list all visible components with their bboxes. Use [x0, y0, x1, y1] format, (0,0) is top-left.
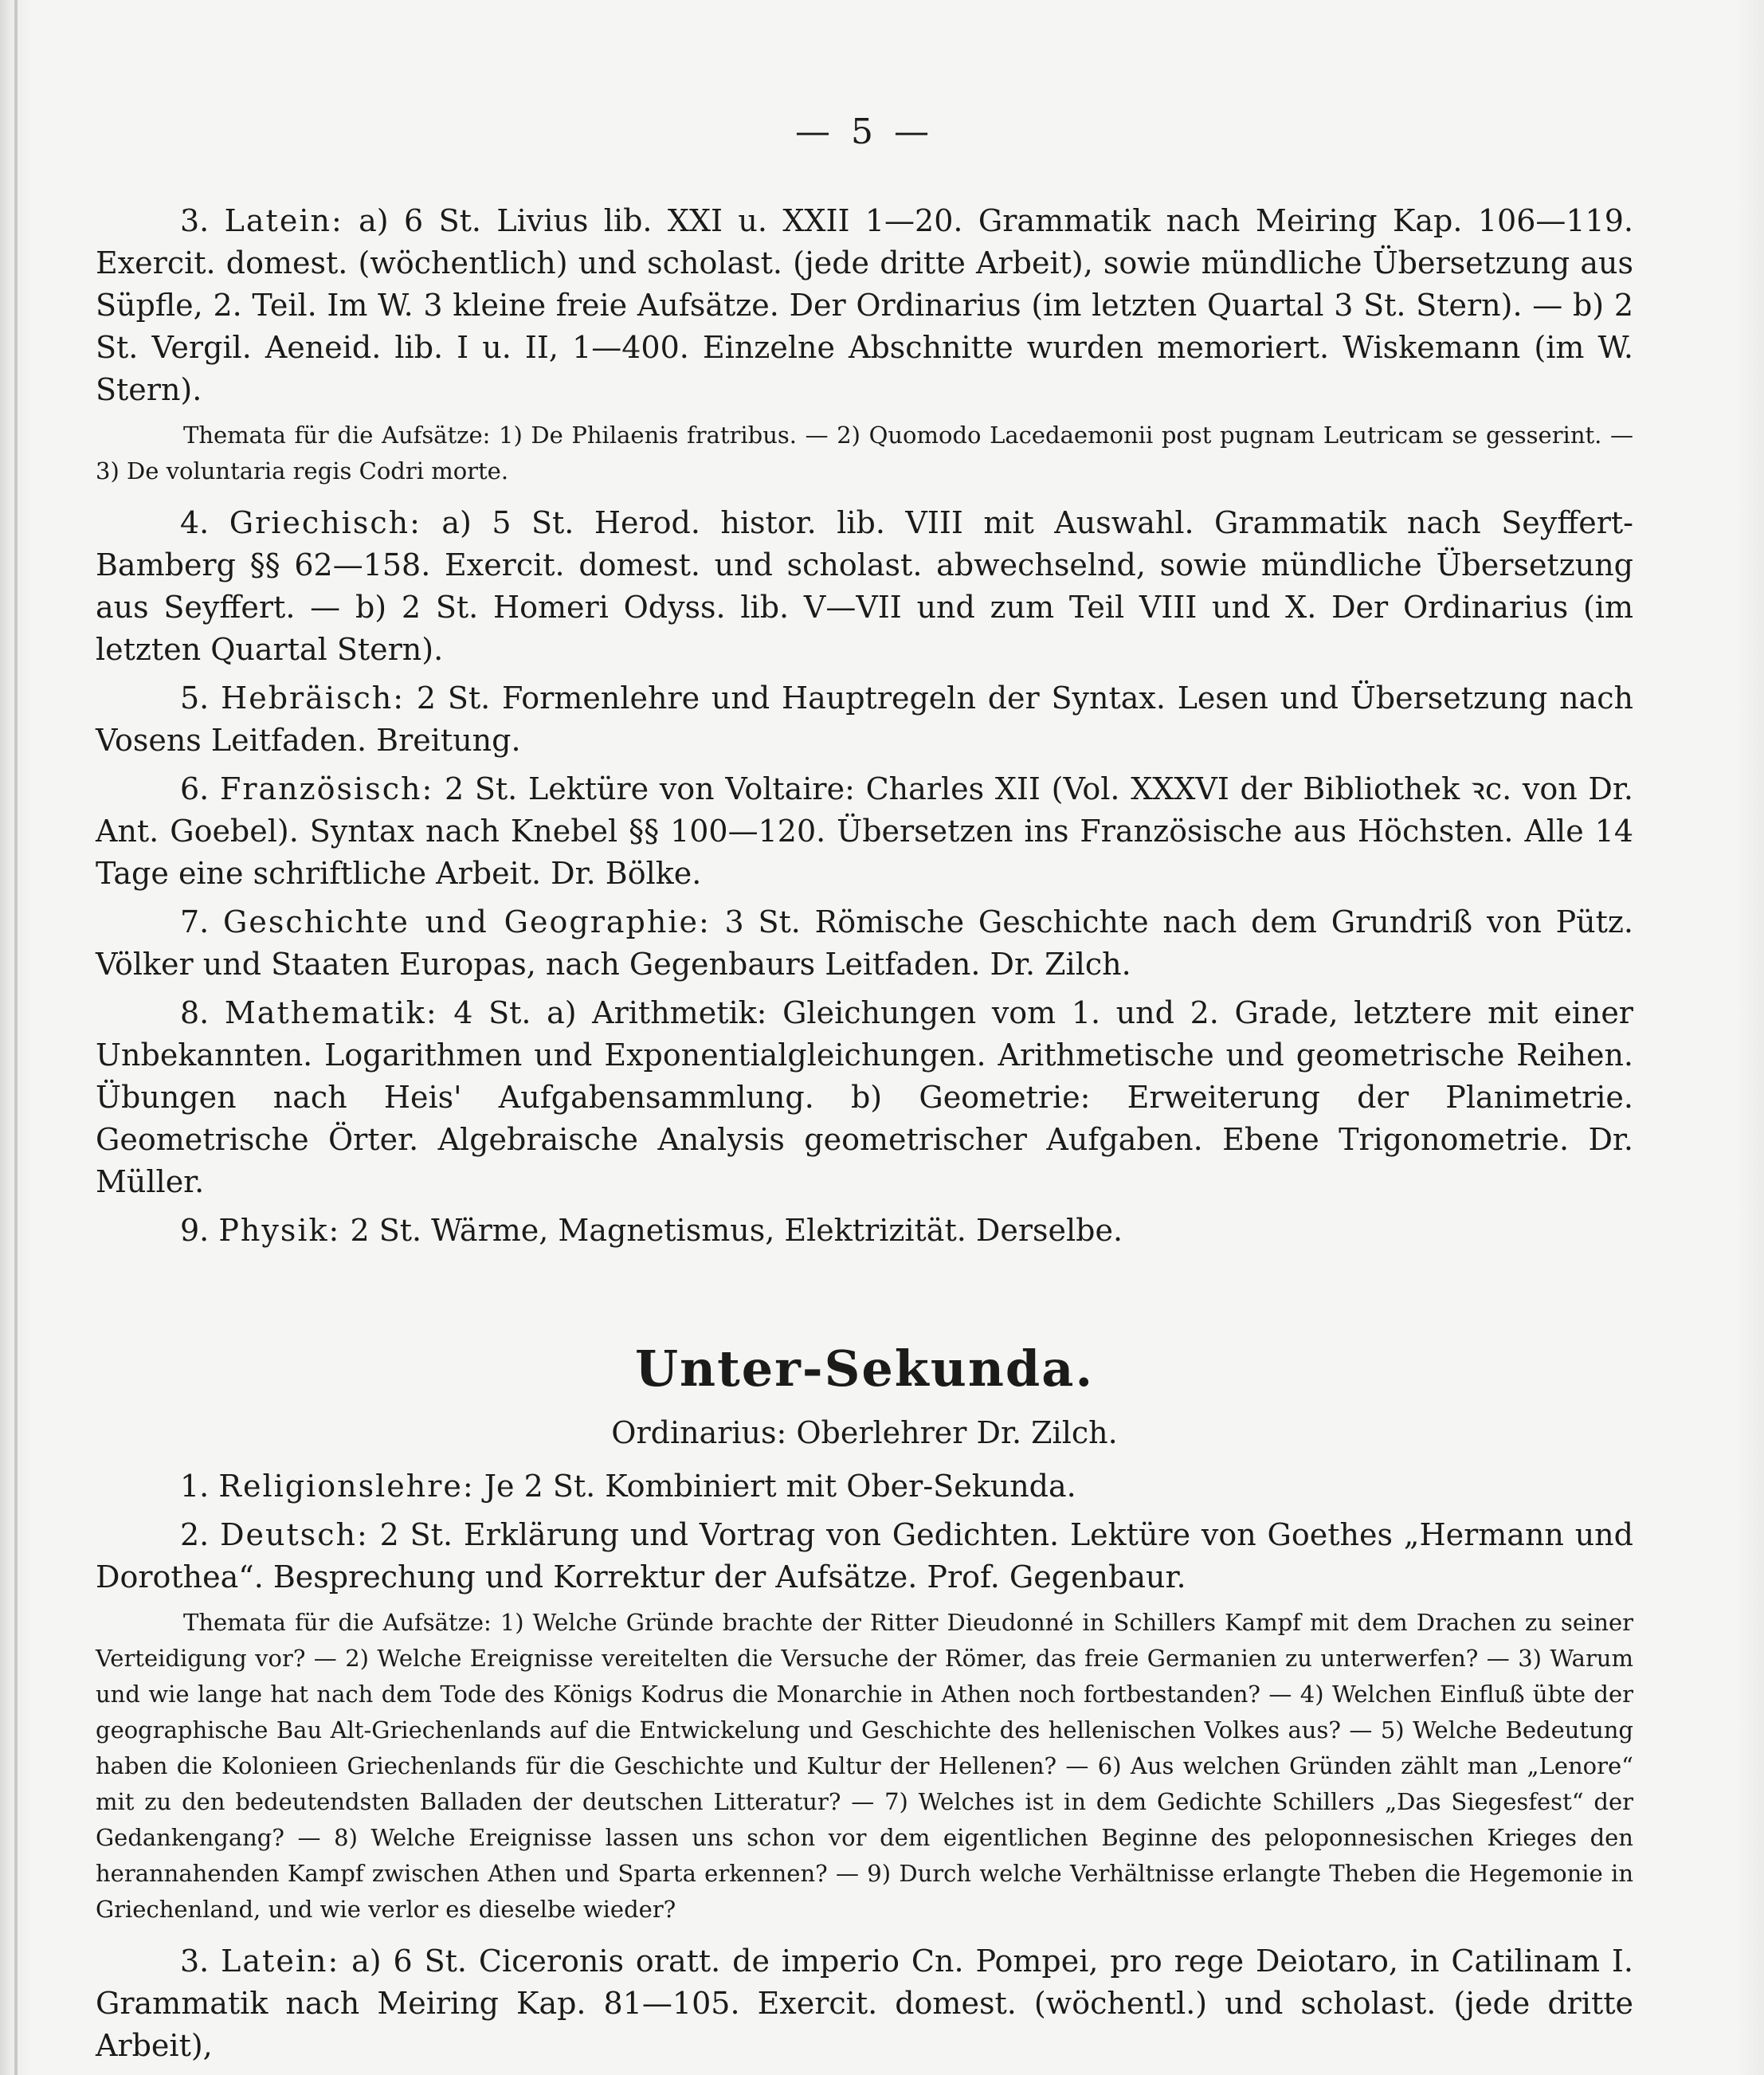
list-item	[96, 502, 1633, 671]
essay-topics-note: Themata für die Aufsätze: 1) Welche Gründe brachte der Ritter Dieudonné in Schillers Kampf mit dem Drachen zu seiner Verteidigung vor? — 2) Welche Ereignisse vereitelten die Versuche der Römer, das freie Germanien zu unterwerfen? — 3) Warum und wie lange hat nach dem Tode des Königs Kodrus die Monarchie in Athen noch fortbestanden? — 4) Welchen Einfluß übte der geographische Bau Alt-Griechenlands auf die Entwickelung und Geschichte des hellenischen Volkes aus? — 5) Welche Bedeutung haben die Kolonieen Griechenlands für die Geschichte und Kultur der Hellenen? — 6) Aus welchen Gründen zählt man „Lenore“ mit zu den bedeutendsten Balladen der deutschen Litteratur? — 7) Welches ist in dem Gedichte Schillers „Das Siegesfest“ der Gedankengang? — 8) Welche Ereignisse lassen uns schon vor dem eigentlichen Beginne des peloponnesischen Krieges den herannahenden Kampf zwischen Athen und Sparta erkennen? — 9) Durch welche Verhältnisse erlangte Theben die Hegemonie in Griechenland, und wie verlor es dieselbe wieder?	[96, 1609, 1633, 1923]
item-number: 7.	[180, 904, 210, 939]
section-ordinarius: Ordinarius: Oberlehrer Dr. Zilch.	[611, 1415, 1118, 1450]
item-subject: Latein:	[221, 1944, 340, 1979]
item-number: 6.	[180, 771, 210, 806]
item-number: 3.	[180, 203, 210, 238]
item-number: 5.	[180, 681, 210, 716]
list-item	[96, 992, 1633, 1203]
item-subject: Mathematik:	[224, 995, 438, 1030]
list-item	[96, 901, 1633, 986]
item-number: 8.	[180, 995, 210, 1030]
page-number: — 5 —	[795, 112, 934, 152]
item-subject: Latein:	[224, 203, 343, 238]
item-text: 2 St. Wärme, Magnetismus, Elektrizität. Derselbe.	[350, 1213, 1123, 1248]
item-subject: Physik:	[218, 1213, 341, 1248]
essay-topics-note: Themata für die Aufsätze: 1) De Philaenis fratribus. — 2) Quomodo Lacedaemonii post pugnam Leutricam se gesserint. — 3) De voluntaria regis Codri morte.	[96, 422, 1633, 484]
list-item	[96, 200, 1633, 411]
item-subject: Hebräisch:	[221, 681, 406, 716]
item-subject: Religionslehre:	[218, 1469, 475, 1504]
item-text: a) 6 St. Ciceronis oratt. de imperio Cn. Pompei, pro rege Deiotaro, in Catilinam I. Grammatik nach Meiring Kap. 81—105. Exercit. domest. (wöchentl.) und scholast. (jede dritte Arbeit),	[96, 1944, 1633, 2063]
item-subject: Französisch:	[219, 771, 434, 806]
item-text: 3 St. Römische Geschichte nach dem Grundriß von Pütz. Völker und Staaten Europas, nach Gegenbaurs Leitfaden. Dr. Zilch.	[96, 904, 1633, 982]
item-text: 2 St. Erklärung und Vortrag von Gedichten. Lektüre von Goethes „Hermann und Dorothea“. Besprechung und Korrektur der Aufsätze. Prof. Gegenbaur.	[96, 1517, 1633, 1594]
item-text: 2 St. Lektüre von Voltaire: Charles XII (Vol. XXXVI der Bibliothek ꝛc. von Dr. Ant. Goebel). Syntax nach Knebel §§ 100—120. Übersetzen ins Französische aus Höchsten. Alle 14 Tage eine schriftliche Arbeit. Dr. Bölke.	[96, 771, 1633, 891]
text-block	[96, 112, 1633, 2073]
item-number: 9.	[180, 1213, 210, 1248]
page-spine-shadow	[14, 0, 18, 2075]
list-item	[96, 768, 1633, 895]
list-item	[96, 1940, 1633, 2067]
item-number: 2.	[180, 1517, 210, 1552]
list-item	[96, 1465, 1633, 1508]
item-subject: Deutsch:	[220, 1517, 369, 1552]
list-item	[96, 677, 1633, 762]
list-item	[96, 1210, 1633, 1252]
item-number: 1.	[180, 1469, 210, 1504]
item-subject: Griechisch:	[229, 505, 421, 540]
item-number: 3.	[180, 1944, 210, 1979]
item-text: Je 2 St. Kombiniert mit Ober-Sekunda.	[484, 1469, 1076, 1504]
list-item	[96, 1514, 1633, 1598]
item-subject: Geschichte und Geographie:	[223, 904, 711, 939]
item-text: a) 6 St. Livius lib. XXI u. XXII 1—20. Grammatik nach Meiring Kap. 106—119. Exercit. domest. (wöchentlich) und scholast. (jede dritte Arbeit), sowie mündliche Übersetzung aus Süpfle, 2. Teil. Im W. 3 kleine freie Aufsätze. Der Ordinarius (im letzten Quartal 3 St. Stern). — b) 2 St. Vergil. Aeneid. lib. I u. II, 1—400. Einzelne Abschnitte wurden memoriert. Wiskemann (im W. Stern).	[96, 203, 1633, 407]
item-number: 4.	[180, 505, 210, 540]
item-text: 2 St. Formenlehre und Hauptregeln der Syntax. Lesen und Übersetzung nach Vosens Leitfaden. Breitung.	[96, 681, 1633, 758]
section-title: Unter-Sekunda.	[634, 1340, 1095, 1398]
item-text: a) 5 St. Herod. histor. lib. VIII mit Auswahl. Grammatik nach Seyffert-Bamberg §§ 62—158. Exercit. domest. und scholast. abwechselnd, sowie mündliche Übersetzung aus Seyffert. — b) 2 St. Homeri Odyss. lib. V—VII und zum Teil VIII und X. Der Ordinarius (im letzten Quartal Stern).	[96, 505, 1633, 667]
item-text: 4 St. a) Arithmetik: Gleichungen vom 1. und 2. Grade, letztere mit einer Unbekannten. Logarithmen und Exponentialgleichungen. Arithmetische und geometrische Reihen. Übungen nach Heis' Aufgabensammlung. b) Geometrie: Erweiterung der Planimetrie. Geometrische Örter. Algebraische Analysis geometrischer Aufgaben. Ebene Trigonometrie. Dr. Müller.	[96, 995, 1633, 1199]
